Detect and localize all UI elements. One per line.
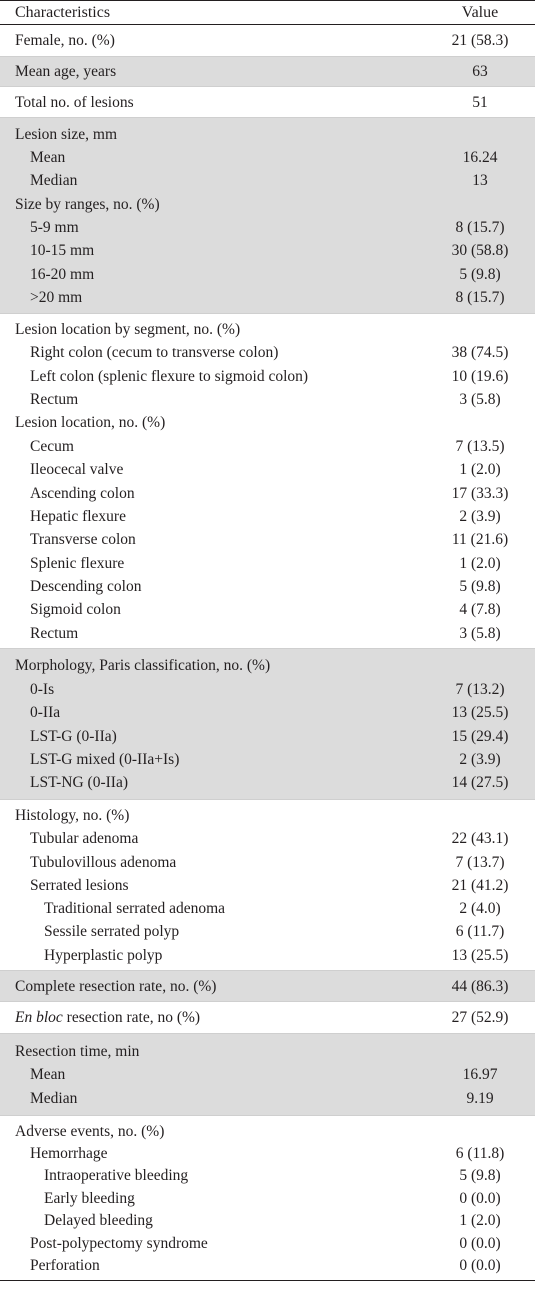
row-label: Lesion location, no. (%) [15,414,166,432]
row-label: Rectum [30,624,79,642]
row-value: 38 (74.5) [451,344,509,362]
row-label: Ascending colon [30,484,135,502]
row-label: Sigmoid colon [30,601,121,619]
row-value: 15 (29.4) [451,727,509,745]
table-row [0,529,535,552]
table-section [0,799,535,970]
row-label: Sessile serrated polyp [44,923,180,941]
table-row [0,678,535,701]
row-value: 3 (5.8) [459,624,501,642]
row-label: Left colon (splenic flexure to sigmoid colon) [30,367,309,385]
row-label: Rectum [30,391,79,409]
table-row [0,1040,535,1063]
table-row [0,1064,535,1087]
row-value: 10 (19.6) [451,367,509,385]
table-row [0,1087,535,1110]
row-value: 7 (13.5) [455,437,505,455]
row-value: 6 (11.7) [455,923,505,941]
table-row [0,575,535,598]
row-label: Perforation [30,1257,100,1275]
table-row [0,91,535,114]
table-row [0,725,535,748]
table-section [0,648,535,799]
row-label: Mean age, years [15,63,117,81]
row-value: 44 (86.3) [451,977,509,995]
table-section [0,1033,535,1115]
row-label: LST-G (0-IIa) [30,727,117,745]
row-label: Right colon (cecum to transverse colon) [30,344,279,362]
table-row [0,1143,535,1165]
row-label: Ileocecal valve [30,461,124,479]
table-row [0,61,535,83]
row-value: 2 (4.0) [459,900,501,918]
table-section [0,56,535,86]
row-value: 0 (0.0) [459,1257,501,1275]
row-label: 5-9 mm [30,219,79,237]
row-label: Traditional serrated adenoma [44,900,226,918]
table-row [0,193,535,216]
row-value: 16.97 [462,1066,498,1084]
row-label: Mean [30,148,66,166]
row-label: Serrated lesions [30,876,129,894]
table-row [0,874,535,897]
row-value: 21 (41.2) [451,876,509,894]
table-row [0,622,535,645]
table-row [0,263,535,286]
table-row [0,828,535,851]
table-row [0,342,535,365]
header-value: Value [461,3,499,21]
row-value: 9.19 [466,1089,494,1107]
row-value: 0 (0.0) [459,1189,501,1207]
table-row [0,655,535,678]
table-row [0,599,535,622]
table-row [0,1233,535,1255]
row-label: Tubulovillous adenoma [30,853,177,871]
row-value: 63 [472,63,488,81]
table-row [0,851,535,874]
row-label: Tubular adenoma [30,830,139,848]
table-row [0,240,535,263]
row-label: 16-20 mm [30,265,95,283]
table-row [0,1165,535,1187]
row-value: 6 (11.8) [455,1145,505,1163]
table-row [0,318,535,341]
table-row [0,30,535,53]
table-row [0,944,535,967]
row-value: 4 (7.8) [459,601,501,619]
table-section [0,1001,535,1033]
row-label: Mean [30,1066,66,1084]
row-label: Size by ranges, no. (%) [15,195,160,213]
table-row [0,1210,535,1232]
row-label: 0-IIa [30,704,61,722]
row-value: 16.24 [462,148,498,166]
row-value: 3 (5.8) [459,391,501,409]
row-value: 13 (25.5) [451,704,509,722]
row-value: 13 [472,172,488,190]
row-label: Intraoperative bleeding [44,1167,189,1185]
table-row [0,921,535,944]
row-label: Hepatic flexure [30,507,126,525]
table-row [0,216,535,239]
row-label: Descending colon [30,578,142,595]
table-row [0,412,535,435]
table-row [0,1255,535,1277]
row-label: Complete resection rate, no. (%) [15,977,217,995]
row-label: LST-NG (0-IIa) [30,774,128,792]
row-value: 22 (43.1) [451,830,509,848]
table-body [0,25,535,1280]
row-label: Lesion location by segment, no. (%) [15,321,241,339]
row-label: LST-G mixed (0-IIa+Is) [30,750,180,768]
table-row [0,170,535,193]
table-row [0,1188,535,1210]
table-row [0,772,535,795]
row-label: Splenic flexure [30,554,125,572]
row-label: Hyperplastic polyp [44,946,163,964]
table-row [0,482,535,505]
row-value: 8 (15.7) [455,289,505,307]
table-row [0,898,535,921]
table-row [0,748,535,771]
table-section [0,117,535,313]
row-label: Median [30,172,78,190]
table-row [0,435,535,458]
row-value: 2 (3.9) [459,507,501,525]
row-label: 10-15 mm [30,242,95,260]
row-value: 11 (21.6) [451,531,509,549]
table-section [0,313,535,648]
row-value: 1 (2.0) [459,1212,501,1230]
table-section [0,1115,535,1280]
row-label: Morphology, Paris classification, no. (%) [15,657,271,675]
row-label: Delayed bleeding [44,1212,153,1230]
row-label: Histology, no. (%) [15,807,130,825]
table-row [0,123,535,146]
table-row [0,146,535,169]
row-value: 2 (3.9) [459,750,501,768]
row-label: Lesion size, mm [15,125,118,143]
header-characteristics: Characteristics [15,3,111,21]
row-value: 8 (15.7) [455,219,505,237]
row-label: >20 mm [30,289,83,307]
row-value: 1 (2.0) [459,461,501,479]
row-label: Hemorrhage [30,1145,108,1163]
row-value: 51 [472,93,488,111]
table-row [0,287,535,310]
table-row [0,459,535,482]
row-value: 5 (9.8) [459,1167,501,1185]
table-section [0,970,535,1001]
table-row [0,1007,535,1030]
row-label: Total no. of lesions [15,93,134,111]
table-row [0,505,535,528]
row-label: Transverse colon [30,531,136,549]
row-value: 5 (9.8) [459,578,501,595]
table-row [0,388,535,411]
table-header [0,1,535,25]
row-value: 5 (9.8) [459,265,501,283]
table-row [0,702,535,725]
row-value: 7 (13.2) [455,680,505,698]
table-row [0,552,535,575]
table-section [0,86,535,117]
table-row [0,804,535,827]
table-row [0,365,535,388]
row-label: Post-polypectomy syndrome [30,1234,208,1252]
row-value: 1 (2.0) [459,554,501,572]
row-label: Female, no. (%) [15,32,115,50]
row-value: 13 (25.5) [451,946,509,964]
row-label: Resection time, min [15,1042,140,1060]
row-value: 17 (33.3) [451,484,509,502]
row-label-italic: En bloc [15,1009,63,1027]
table-row [0,1120,535,1142]
row-label [0,1009,385,1027]
row-label: Median [30,1089,78,1107]
row-label: 0-Is [30,680,55,698]
row-value: 21 (58.3) [451,32,509,50]
row-value: 14 (27.5) [451,774,509,792]
row-label: Early bleeding [44,1189,135,1207]
row-value: 30 (58.8) [451,242,509,260]
row-value: 27 (52.9) [451,1009,509,1027]
row-value: 7 (13.7) [455,853,505,871]
table-section [0,25,535,56]
row-value: 0 (0.0) [459,1234,501,1252]
row-label: Cecum [30,437,74,455]
table-row [0,975,535,998]
row-label-rest: resection rate, no (%) [62,1009,201,1027]
row-label: Adverse events, no. (%) [15,1122,165,1140]
